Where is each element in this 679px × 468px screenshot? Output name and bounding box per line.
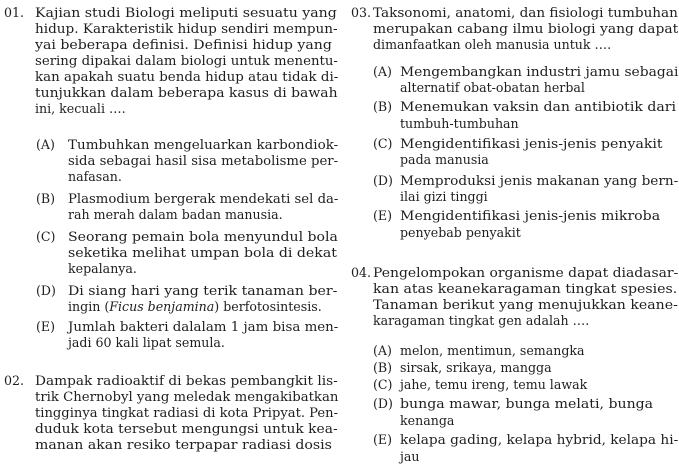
option-text-line: alternatif obat-obatan herbal — [400, 80, 585, 95]
question-text-line: karagaman tingkat gen adalah …. — [373, 313, 590, 328]
option-label: (B) — [36, 191, 56, 206]
option-text-line: tumbuh-tumbuhan — [400, 116, 519, 131]
option-text-line: jahe, temu ireng, temu lawak — [400, 377, 588, 392]
option-text-line: nafasan. — [68, 169, 122, 184]
option-label: (D) — [373, 396, 393, 411]
question-text-line: sering dipakai dalam biologi untuk menentu- — [35, 53, 338, 68]
option-label: (C) — [373, 136, 393, 151]
question-text-line: yai beberapa definisi. Definisi hidup yang — [35, 37, 332, 52]
option-label: (D) — [373, 173, 393, 188]
question-text-line: kan atas keanekaragaman tingkat spesies. — [373, 281, 678, 296]
option-label: (B) — [373, 99, 393, 114]
option-label: (D) — [36, 283, 56, 298]
option-text-line: Plasmodium bergerak mendekati sel da- — [68, 191, 339, 206]
species-name-italic: Ficus benjamina — [109, 299, 215, 314]
option-text-line: kepalanya. — [68, 261, 137, 276]
option-text-line: melon, mentimun, semangka — [400, 343, 585, 358]
option-text-line: Mengidentifikasi jenis-jenis mikroba — [400, 208, 661, 223]
option-label: (A) — [373, 64, 392, 79]
question-text-line: Dampak radioaktif di bekas pembangkit lis- — [35, 373, 338, 388]
option-label: (C) — [36, 229, 56, 244]
option-text-line: kenanga — [400, 413, 455, 428]
option-text-line: pada manusia — [400, 152, 489, 167]
question-text-line: Pengelompokan organisme dapat diadasar- — [373, 265, 679, 280]
option-label: (B) — [373, 360, 393, 375]
option-text-fragment: ) berfotosintesis. — [214, 299, 322, 314]
option-text-line: ilai gizi tinggi — [400, 189, 488, 204]
option-text-line: sida sebagai hasil sisa metabolisme per- — [68, 153, 339, 168]
option-text-line: Tumbuhkan mengeluarkan karbondiok- — [68, 137, 339, 152]
question-number: 03. — [351, 5, 372, 20]
question-number: 04. — [351, 265, 372, 280]
option-text-line: jau — [400, 449, 420, 464]
option-text-fragment: ingin ( — [68, 299, 110, 314]
question-text-line: Kajian studi Biologi meliputi sesuatu yang — [35, 5, 337, 20]
option-label: (E) — [36, 319, 56, 334]
question-text-line: manan akan resiko terpapar radiasi dosis — [35, 437, 332, 452]
option-text-line: Menemukan vaksin dan antibiotik dari — [400, 99, 677, 114]
option-label: (A) — [36, 137, 55, 152]
option-text-line: bunga mawar, bunga melati, bunga — [400, 396, 654, 411]
question-text-line: kan apakah suatu benda hidup atau tidak di- — [35, 69, 339, 84]
option-label: (E) — [373, 208, 393, 223]
question-text-line: trik Chernobyl yang meledak mengakibatkan — [35, 389, 339, 404]
option-text-line: jadi 60 kali lipat semula. — [68, 335, 225, 350]
question-text-line: merupakan cabang ilmu biologi yang dapat — [373, 21, 679, 36]
question-text-line: Tanaman berikut yang menujukkan keane- — [373, 297, 678, 312]
option-label: (C) — [373, 377, 393, 392]
question-text-line: ini, kecuali …. — [35, 101, 126, 116]
option-text-line: Mengidentifikasi jenis-jenis penyakit — [400, 136, 663, 151]
option-text-line: sirsak, srikaya, mangga — [400, 360, 552, 375]
option-text-line: Mengembangkan industri jamu sebagai — [400, 64, 679, 79]
option-label: (E) — [373, 432, 393, 447]
question-number: 01. — [4, 5, 25, 20]
option-text-line: Seorang pemain bola menyundul bola — [68, 229, 338, 244]
question-text-line: Taksonomi, anatomi, dan fisiologi tumbuhan — [373, 5, 678, 20]
option-text-line — [68, 299, 322, 315]
question-text-line: tunjukkan dalam beberapa kasus di bawah — [35, 85, 338, 100]
option-text-line: rah merah dalam badan manusia. — [68, 207, 283, 222]
option-text-line: kelapa gading, kelapa hybrid, kelapa hi- — [400, 432, 679, 447]
question-number: 02. — [4, 373, 25, 388]
question-text-line: tingginya tingkat radiasi di kota Pripyat. Pen- — [35, 405, 339, 420]
option-text-line: penyebab penyakit — [400, 225, 521, 240]
option-text-line: Di siang hari yang terik tanaman ber- — [68, 283, 338, 298]
option-text-line: seketika melihat umpan bola di dekat — [68, 245, 337, 260]
question-text-line: dimanfaatkan oleh manusia untuk …. — [373, 37, 612, 52]
question-text-line: hidup. Karakteristik hidup sendiri mempun- — [35, 21, 338, 36]
question-text-line: duduk kota tersebut mengungsi untuk kea- — [35, 421, 338, 436]
option-label: (A) — [373, 343, 392, 358]
option-text-line: Memproduksi jenis makanan yang bern- — [400, 173, 679, 188]
option-text-line: Jumlah bakteri dalalam 1 jam bisa men- — [68, 319, 339, 334]
